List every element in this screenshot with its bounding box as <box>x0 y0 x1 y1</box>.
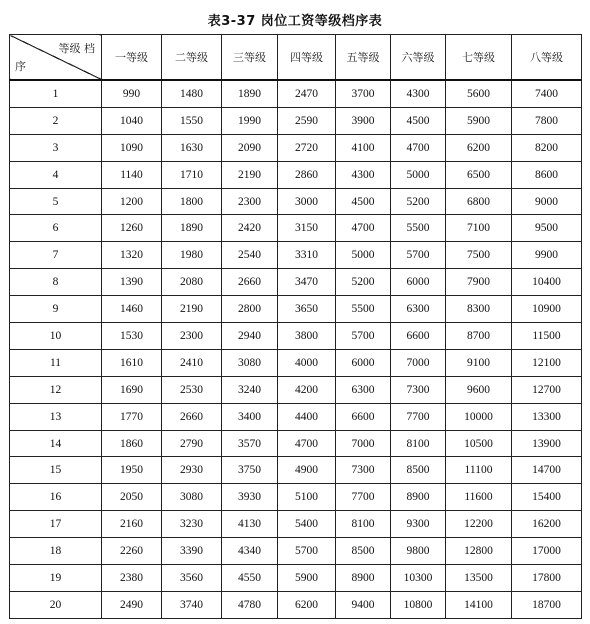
salary-cell: 5100 <box>278 484 336 511</box>
salary-cell: 14100 <box>446 591 512 618</box>
grade-header: 五等级 <box>336 35 391 81</box>
salary-cell: 6300 <box>391 296 446 323</box>
salary-cell: 1260 <box>102 215 162 242</box>
salary-cell: 2660 <box>162 403 222 430</box>
sequence-cell: 17 <box>10 511 102 538</box>
salary-cell: 5700 <box>278 538 336 565</box>
salary-cell: 7300 <box>391 376 446 403</box>
salary-cell: 1040 <box>102 107 162 134</box>
table-row <box>10 457 582 484</box>
salary-cell: 2720 <box>278 134 336 161</box>
salary-cell: 1530 <box>102 323 162 350</box>
salary-cell: 13900 <box>512 430 582 457</box>
salary-cell: 2300 <box>162 323 222 350</box>
salary-cell: 7700 <box>336 484 391 511</box>
salary-cell: 5000 <box>391 161 446 188</box>
salary-cell: 1890 <box>222 80 278 107</box>
table-row <box>10 215 582 242</box>
salary-cell: 1630 <box>162 134 222 161</box>
table-row <box>10 591 582 618</box>
salary-cell: 7500 <box>446 242 512 269</box>
salary-cell: 2260 <box>102 538 162 565</box>
salary-cell: 1890 <box>162 215 222 242</box>
sequence-cell: 4 <box>10 161 102 188</box>
salary-cell: 12700 <box>512 376 582 403</box>
salary-cell: 4000 <box>278 349 336 376</box>
salary-cell: 1090 <box>102 134 162 161</box>
salary-cell: 3800 <box>278 323 336 350</box>
salary-cell: 6000 <box>391 269 446 296</box>
sequence-cell: 15 <box>10 457 102 484</box>
sequence-cell: 12 <box>10 376 102 403</box>
salary-cell: 3310 <box>278 242 336 269</box>
corner-sequence-label: 序 <box>15 60 26 73</box>
salary-cell: 9100 <box>446 349 512 376</box>
salary-cell: 3390 <box>162 538 222 565</box>
salary-cell: 2190 <box>162 296 222 323</box>
salary-cell: 4200 <box>278 376 336 403</box>
sequence-cell: 7 <box>10 242 102 269</box>
grade-header: 四等级 <box>278 35 336 81</box>
salary-cell: 4700 <box>278 430 336 457</box>
salary-cell: 2540 <box>222 242 278 269</box>
salary-cell: 2380 <box>102 565 162 592</box>
salary-cell: 6000 <box>336 349 391 376</box>
salary-cell: 4700 <box>336 215 391 242</box>
table-row <box>10 80 582 107</box>
salary-cell: 6300 <box>336 376 391 403</box>
salary-grade-table <box>9 34 582 619</box>
sequence-cell: 6 <box>10 215 102 242</box>
sequence-cell: 13 <box>10 403 102 430</box>
table-row <box>10 296 582 323</box>
salary-cell: 3400 <box>222 403 278 430</box>
salary-cell: 5900 <box>278 565 336 592</box>
corner-grade-label: 等级 档 <box>58 42 95 55</box>
grade-header: 三等级 <box>222 35 278 81</box>
grade-header: 七等级 <box>446 35 512 81</box>
salary-cell: 8500 <box>336 538 391 565</box>
salary-cell: 13500 <box>446 565 512 592</box>
table-row <box>10 511 582 538</box>
salary-cell: 7900 <box>446 269 512 296</box>
salary-cell: 1320 <box>102 242 162 269</box>
salary-cell: 3750 <box>222 457 278 484</box>
salary-cell: 7000 <box>336 430 391 457</box>
salary-cell: 1980 <box>162 242 222 269</box>
salary-cell: 7000 <box>391 349 446 376</box>
table-row <box>10 134 582 161</box>
salary-cell: 2590 <box>278 107 336 134</box>
table-row <box>10 188 582 215</box>
table-row <box>10 161 582 188</box>
salary-cell: 5500 <box>336 296 391 323</box>
salary-cell: 9900 <box>512 242 582 269</box>
salary-cell: 4100 <box>336 134 391 161</box>
salary-cell: 3000 <box>278 188 336 215</box>
salary-cell: 1800 <box>162 188 222 215</box>
salary-cell: 2790 <box>162 430 222 457</box>
header-row <box>10 35 582 81</box>
salary-cell: 2930 <box>162 457 222 484</box>
salary-cell: 18700 <box>512 591 582 618</box>
salary-cell: 2090 <box>222 134 278 161</box>
salary-cell: 4400 <box>278 403 336 430</box>
sequence-cell: 2 <box>10 107 102 134</box>
salary-cell: 5500 <box>391 215 446 242</box>
salary-cell: 5600 <box>446 80 512 107</box>
salary-cell: 10300 <box>391 565 446 592</box>
salary-cell: 2800 <box>222 296 278 323</box>
salary-cell: 17000 <box>512 538 582 565</box>
salary-cell: 7800 <box>512 107 582 134</box>
salary-cell: 8100 <box>391 430 446 457</box>
table-row <box>10 269 582 296</box>
salary-cell: 3700 <box>336 80 391 107</box>
salary-cell: 1460 <box>102 296 162 323</box>
grade-header: 八等级 <box>512 35 582 81</box>
salary-cell: 2420 <box>222 215 278 242</box>
salary-cell: 3650 <box>278 296 336 323</box>
salary-cell: 7300 <box>336 457 391 484</box>
table-row <box>10 565 582 592</box>
salary-cell: 10900 <box>512 296 582 323</box>
salary-cell: 4900 <box>278 457 336 484</box>
table-row <box>10 242 582 269</box>
salary-cell: 4340 <box>222 538 278 565</box>
salary-cell: 5400 <box>278 511 336 538</box>
salary-cell: 2490 <box>102 591 162 618</box>
table-row <box>10 403 582 430</box>
table-row <box>10 349 582 376</box>
salary-cell: 2160 <box>102 511 162 538</box>
salary-cell: 5000 <box>336 242 391 269</box>
salary-cell: 6800 <box>446 188 512 215</box>
salary-cell: 12800 <box>446 538 512 565</box>
salary-cell: 2860 <box>278 161 336 188</box>
salary-cell: 3740 <box>162 591 222 618</box>
table-row <box>10 107 582 134</box>
sequence-cell: 16 <box>10 484 102 511</box>
salary-cell: 2080 <box>162 269 222 296</box>
corner-header-cell <box>10 35 102 81</box>
salary-cell: 7400 <box>512 80 582 107</box>
salary-cell: 9000 <box>512 188 582 215</box>
salary-cell: 1950 <box>102 457 162 484</box>
salary-cell: 1860 <box>102 430 162 457</box>
table-title: 表3-37 岗位工资等级档序表 <box>207 14 383 29</box>
salary-cell: 14700 <box>512 457 582 484</box>
sequence-cell: 8 <box>10 269 102 296</box>
salary-cell: 10500 <box>446 430 512 457</box>
salary-cell: 11500 <box>512 323 582 350</box>
salary-cell: 9300 <box>391 511 446 538</box>
table-row <box>10 376 582 403</box>
salary-cell: 3560 <box>162 565 222 592</box>
salary-cell: 2410 <box>162 349 222 376</box>
salary-cell: 4500 <box>336 188 391 215</box>
salary-cell: 1550 <box>162 107 222 134</box>
salary-cell: 5200 <box>336 269 391 296</box>
salary-cell: 3080 <box>162 484 222 511</box>
salary-cell: 3900 <box>336 107 391 134</box>
salary-cell: 2300 <box>222 188 278 215</box>
salary-cell: 5900 <box>446 107 512 134</box>
salary-cell: 12100 <box>512 349 582 376</box>
salary-cell: 1200 <box>102 188 162 215</box>
salary-cell: 1480 <box>162 80 222 107</box>
salary-cell: 8900 <box>336 565 391 592</box>
salary-cell: 9800 <box>391 538 446 565</box>
salary-cell: 7100 <box>446 215 512 242</box>
table-row <box>10 323 582 350</box>
salary-cell: 8700 <box>446 323 512 350</box>
salary-cell: 17800 <box>512 565 582 592</box>
salary-cell: 2530 <box>162 376 222 403</box>
salary-cell: 10400 <box>512 269 582 296</box>
salary-cell: 3230 <box>162 511 222 538</box>
table-row <box>10 430 582 457</box>
sequence-cell: 14 <box>10 430 102 457</box>
salary-cell: 6500 <box>446 161 512 188</box>
salary-cell: 2660 <box>222 269 278 296</box>
salary-cell: 7700 <box>391 403 446 430</box>
salary-cell: 10000 <box>446 403 512 430</box>
salary-cell: 8500 <box>391 457 446 484</box>
salary-cell: 4130 <box>222 511 278 538</box>
salary-cell: 10800 <box>391 591 446 618</box>
salary-cell: 1770 <box>102 403 162 430</box>
salary-cell: 11100 <box>446 457 512 484</box>
salary-cell: 3240 <box>222 376 278 403</box>
sequence-cell: 19 <box>10 565 102 592</box>
sequence-cell: 9 <box>10 296 102 323</box>
sequence-cell: 10 <box>10 323 102 350</box>
salary-cell: 1990 <box>222 107 278 134</box>
salary-cell: 5700 <box>336 323 391 350</box>
salary-cell: 1610 <box>102 349 162 376</box>
table-row <box>10 538 582 565</box>
salary-cell: 3470 <box>278 269 336 296</box>
table-body <box>10 80 582 618</box>
salary-cell: 990 <box>102 80 162 107</box>
salary-cell: 9600 <box>446 376 512 403</box>
salary-cell: 8200 <box>512 134 582 161</box>
salary-cell: 4780 <box>222 591 278 618</box>
grade-header: 二等级 <box>162 35 222 81</box>
table-row <box>10 484 582 511</box>
sequence-cell: 1 <box>10 80 102 107</box>
salary-cell: 2470 <box>278 80 336 107</box>
salary-cell: 15400 <box>512 484 582 511</box>
salary-cell: 4550 <box>222 565 278 592</box>
salary-cell: 6200 <box>278 591 336 618</box>
salary-cell: 5700 <box>391 242 446 269</box>
salary-cell: 5200 <box>391 188 446 215</box>
salary-cell: 3150 <box>278 215 336 242</box>
salary-cell: 16200 <box>512 511 582 538</box>
salary-cell: 11600 <box>446 484 512 511</box>
salary-cell: 8900 <box>391 484 446 511</box>
salary-cell: 4300 <box>391 80 446 107</box>
sequence-cell: 11 <box>10 349 102 376</box>
salary-cell: 6200 <box>446 134 512 161</box>
salary-cell: 6600 <box>391 323 446 350</box>
salary-cell: 2190 <box>222 161 278 188</box>
salary-cell: 4500 <box>391 107 446 134</box>
sequence-cell: 5 <box>10 188 102 215</box>
salary-cell: 3930 <box>222 484 278 511</box>
salary-cell: 3570 <box>222 430 278 457</box>
salary-cell: 2940 <box>222 323 278 350</box>
salary-cell: 8300 <box>446 296 512 323</box>
salary-cell: 3080 <box>222 349 278 376</box>
salary-cell: 4700 <box>391 134 446 161</box>
sequence-cell: 18 <box>10 538 102 565</box>
salary-cell: 1140 <box>102 161 162 188</box>
salary-cell: 4300 <box>336 161 391 188</box>
grade-header: 六等级 <box>391 35 446 81</box>
salary-cell: 13300 <box>512 403 582 430</box>
salary-cell: 9500 <box>512 215 582 242</box>
salary-cell: 1690 <box>102 376 162 403</box>
sequence-cell: 20 <box>10 591 102 618</box>
salary-cell: 2050 <box>102 484 162 511</box>
grade-header: 一等级 <box>102 35 162 81</box>
salary-cell: 1390 <box>102 269 162 296</box>
sequence-cell: 3 <box>10 134 102 161</box>
salary-cell: 1710 <box>162 161 222 188</box>
salary-cell: 8600 <box>512 161 582 188</box>
salary-cell: 8100 <box>336 511 391 538</box>
salary-cell: 12200 <box>446 511 512 538</box>
salary-cell: 6600 <box>336 403 391 430</box>
salary-cell: 9400 <box>336 591 391 618</box>
